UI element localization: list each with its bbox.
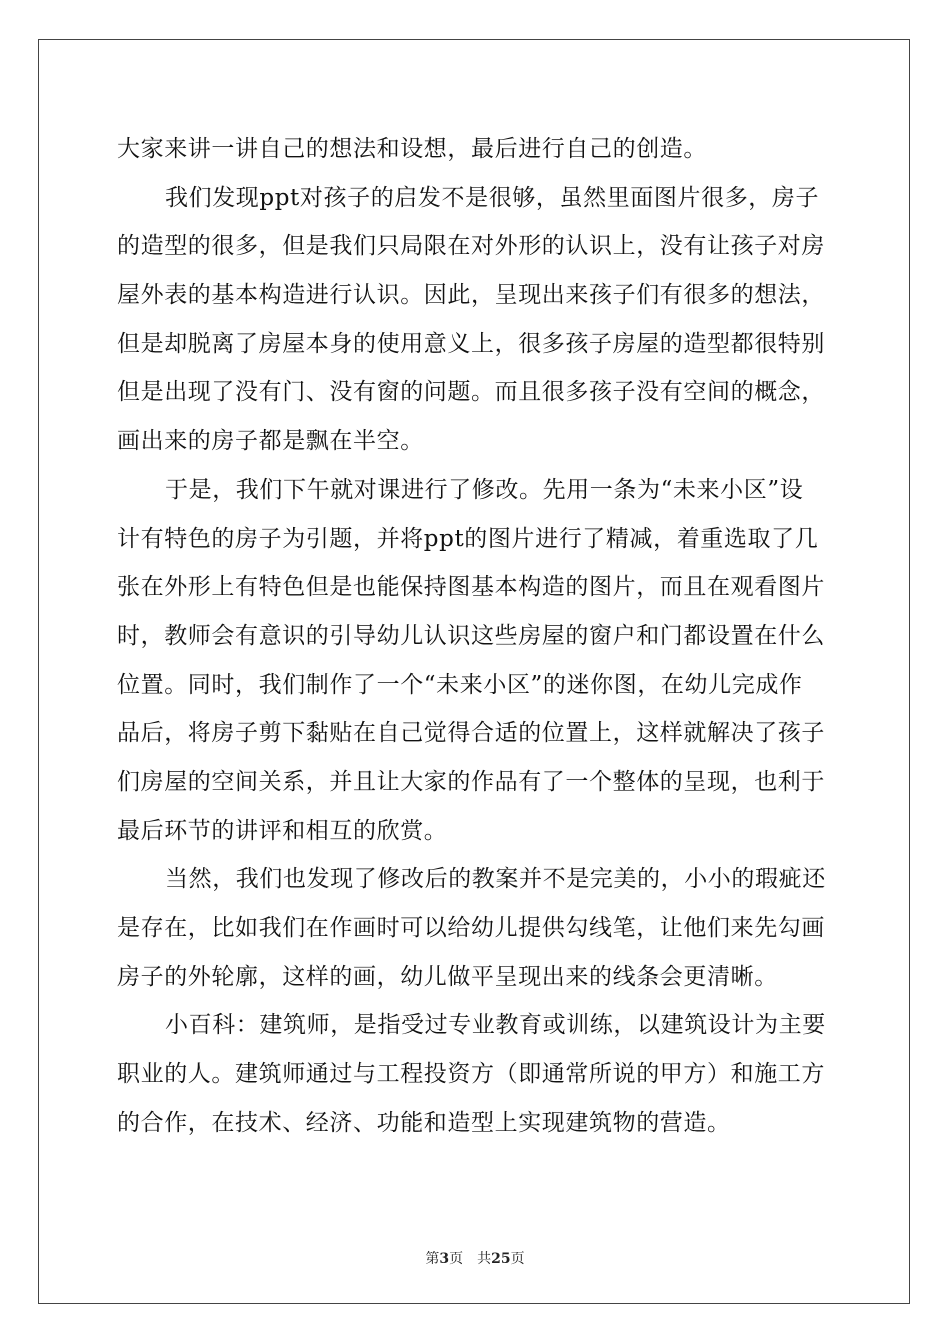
text-line: 的造型的很多，但是我们只局限在对外形的认识上，没有让孩子对房 [117, 233, 825, 260]
text-line: 屋外表的基本构造进行认识。因此，呈现出来孩子们有很多的想法， [117, 282, 825, 309]
total-prefix: 共 [477, 1251, 492, 1267]
page-footer [0, 1248, 950, 1268]
text-line: 品后，将房子剪下黏贴在自己觉得合适的位置上，这样就解决了孩子 [117, 720, 825, 747]
text-line: 当然，我们也发现了修改后的教案并不是完美的，小小的瑕疵还 [165, 866, 826, 893]
total-pages: 25 [491, 1251, 511, 1267]
text-line: 位置。同时，我们制作了一个“未来小区”的迷你图，在幼儿完成作 [117, 671, 803, 698]
text-line: 大家来讲一讲自己的想法和设想，最后进行自己的创造。 [117, 136, 707, 162]
text-line: 但是出现了没有门、没有窗的问题。而且很多孩子没有空间的概念， [117, 379, 825, 406]
text-line: 最后环节的讲评和相互的欣赏。 [117, 817, 448, 844]
document-body [117, 125, 833, 1147]
text-line: 计有特色的房子为引题，并将ppt的图片进行了精减，着重选取了几 [117, 525, 819, 552]
page-suffix: 页 [449, 1251, 464, 1267]
text-line: 张在外形上有特色但是也能保持图基本构造的图片，而且在观看图片 [117, 574, 825, 601]
text-line: 房子的外轮廓，这样的画，幼儿做平呈现出来的线条会更清晰。 [117, 963, 778, 990]
text-line: 我们发现ppt对孩子的启发不是很够，虽然里面图片很多，房子 [165, 184, 820, 211]
text-line: 们房屋的空间关系，并且让大家的作品有了一个整体的呈现，也利于 [117, 768, 825, 795]
text-line: 的合作，在技术、经济、功能和造型上实现建筑物的营造。 [117, 1109, 731, 1136]
text-line: 于是，我们下午就对课进行了修改。先用一条为“未来小区”设 [165, 476, 804, 503]
text-line: 时，教师会有意识的引导幼儿认识这些房屋的窗户和门都设置在什么 [117, 622, 825, 649]
text-line: 但是却脱离了房屋本身的使用意义上，很多孩子房屋的造型都很特别 [117, 330, 825, 357]
page-number: 3 [439, 1251, 450, 1267]
text-line: 是存在，比如我们在作画时可以给幼儿提供勾线笔，让他们来先勾画 [117, 915, 825, 941]
page-prefix: 第 [425, 1251, 440, 1267]
text-line: 小百科：建筑师，是指受过专业教育或训练，以建筑设计为主要 [165, 1012, 826, 1039]
total-suffix: 页 [510, 1251, 525, 1267]
text-line: 职业的人。建筑师通过与工程投资方（即通常所说的甲方）和施工方 [117, 1061, 825, 1088]
text-line: 画出来的房子都是飘在半空。 [117, 428, 424, 455]
